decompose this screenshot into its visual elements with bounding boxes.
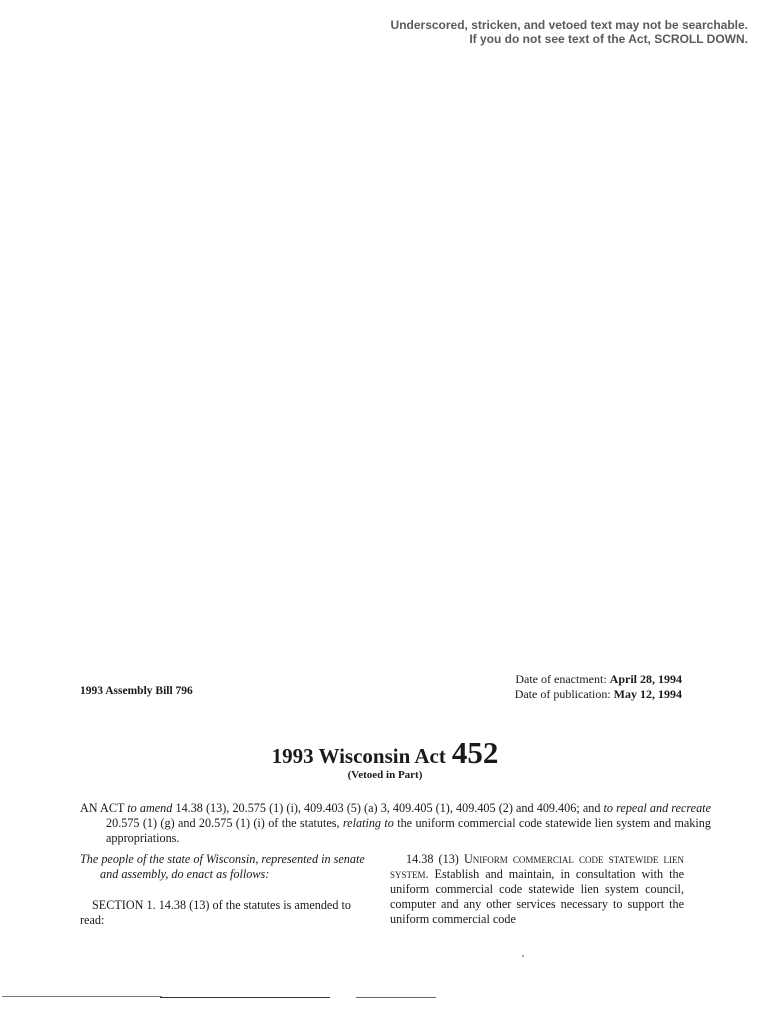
statute-heading: Uniform commercial code statewide lien system. <box>390 852 684 881</box>
caption-part: 14.38 (13), 20.575 (1) (i), 409.403 (5) (a) 3, 409.405 (1), 409.405 (2) and 409.406; and <box>172 801 604 815</box>
enactment-label: Date of enactment: <box>515 672 607 686</box>
caption-part: the uniform commercial code statewide lien system and making appropriations. <box>106 816 711 845</box>
enactment-date: April 28, 1994 <box>609 672 682 686</box>
caption-part-italic: to repeal and recreate <box>603 801 711 815</box>
scan-artifact-line <box>160 997 330 998</box>
searchability-notice <box>391 18 748 46</box>
publication-date-row <box>515 687 682 702</box>
veto-status: (Vetoed in Part) <box>347 769 423 781</box>
right-column <box>390 852 684 927</box>
caption-part: AN ACT <box>80 801 128 815</box>
act-title <box>0 735 770 781</box>
act-dates <box>515 672 682 702</box>
assembly-bill-number: 1993 Assembly Bill 796 <box>80 685 193 697</box>
statute-text: Establish and maintain, in consultation with the uniform commercial code statewide lien system council, computer and any other services necessary to support the uniform commercial code <box>390 867 684 926</box>
notice-line-1: Underscored, stricken, and vetoed text may not be searchable. <box>390 18 748 32</box>
scan-artifact-dot <box>522 955 524 957</box>
enacting-clause: The people of the state of Wisconsin, represented in senate and assembly, do enact as follows: <box>80 852 365 881</box>
act-number: 452 <box>451 735 499 770</box>
caption-part-italic: relating to <box>342 816 394 830</box>
notice-line-2: If you do not see text of the Act, SCROLL DOWN. <box>469 32 748 46</box>
scan-artifact-line <box>2 996 162 997</box>
left-column <box>80 852 372 928</box>
publication-label: Date of publication: <box>514 687 611 701</box>
statute-number: 14.38 (13) <box>406 852 464 866</box>
act-title-name: 1993 Wisconsin Act <box>271 744 446 768</box>
caption-part-italic: to amend <box>127 801 173 815</box>
publication-date: May 12, 1994 <box>613 687 682 701</box>
act-caption <box>80 801 711 846</box>
section-1: SECTION 1. 14.38 (13) of the statutes is amended to read: <box>80 898 351 927</box>
enactment-date-row <box>515 672 682 687</box>
scan-artifact-line <box>356 997 436 998</box>
caption-part: 20.575 (1) (g) and 20.575 (1) (i) of the statutes, <box>106 816 343 830</box>
